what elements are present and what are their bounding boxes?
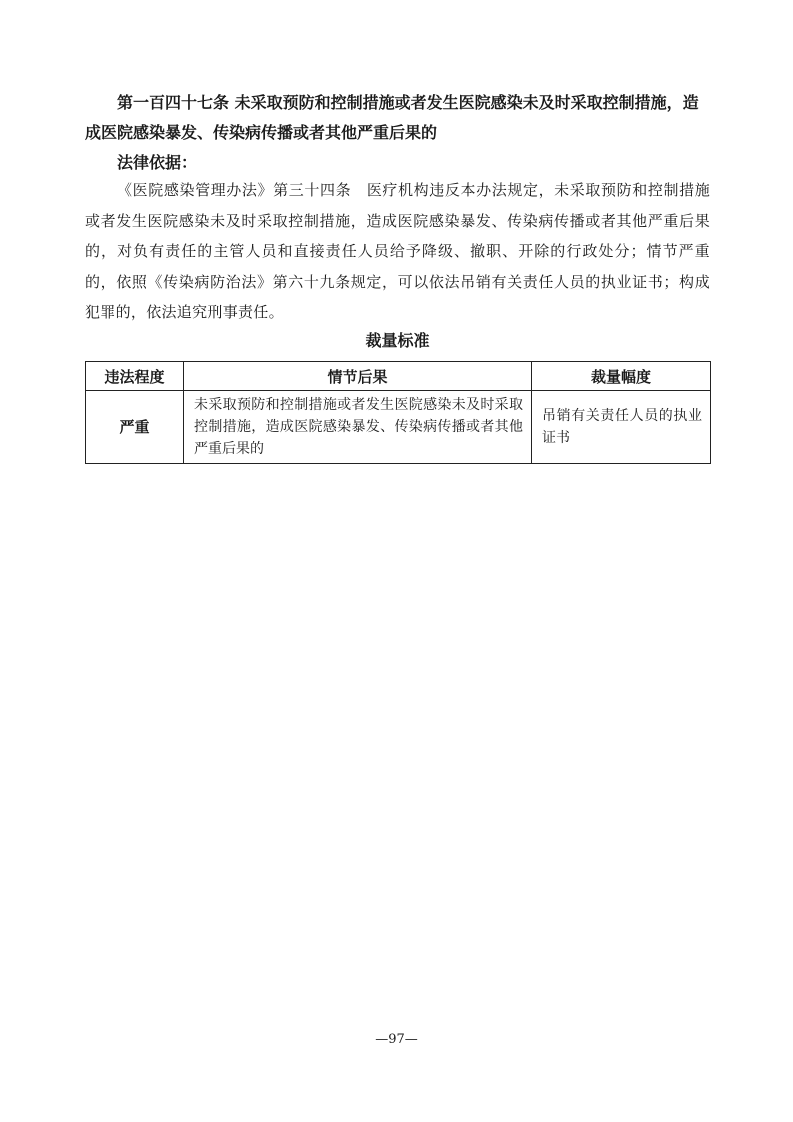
header-circumstance: 情节后果 [184, 362, 532, 391]
page-number: —97— [375, 1032, 418, 1047]
criteria-table [85, 361, 711, 464]
legal-basis-label: 法律依据： [117, 153, 198, 172]
article-heading: 第一百四十七条 未采取预防和控制措施或者发生医院感染未及时采取控制措施，造成医院感染暴发、传染病传播或者其他严重后果的 [85, 93, 699, 142]
header-degree: 违法程度 [86, 362, 184, 391]
cell-degree: 严重 [86, 391, 184, 464]
cell-range: 吊销有关责任人员的执业证书 [532, 391, 711, 464]
table-title: 裁量标准 [365, 331, 430, 350]
cell-circumstance: 未采取预防和控制措施或者发生医院感染未及时采取控制措施，造成医院感染暴发、传染病传播或者其他严重后果的 [184, 391, 532, 464]
table-row [86, 391, 711, 464]
header-range: 裁量幅度 [532, 362, 711, 391]
table-header-row [86, 362, 711, 391]
legal-basis-text: 《医院感染管理办法》第三十四条 医疗机构违反本办法规定，未采取预防和控制措施或者发生医院感染未及时采取控制措施，造成医院感染暴发、传染病传播或者其他严重后果的，对负有责任的主管人员和直接责任人员给予降级、撤职、开除的行政处分；情节严重的，依照《传染病防治法》第六十九条规定，可以依法吊销有关责任人员的执业证书；构成犯罪的，依法追究刑事责任。 [85, 181, 710, 321]
